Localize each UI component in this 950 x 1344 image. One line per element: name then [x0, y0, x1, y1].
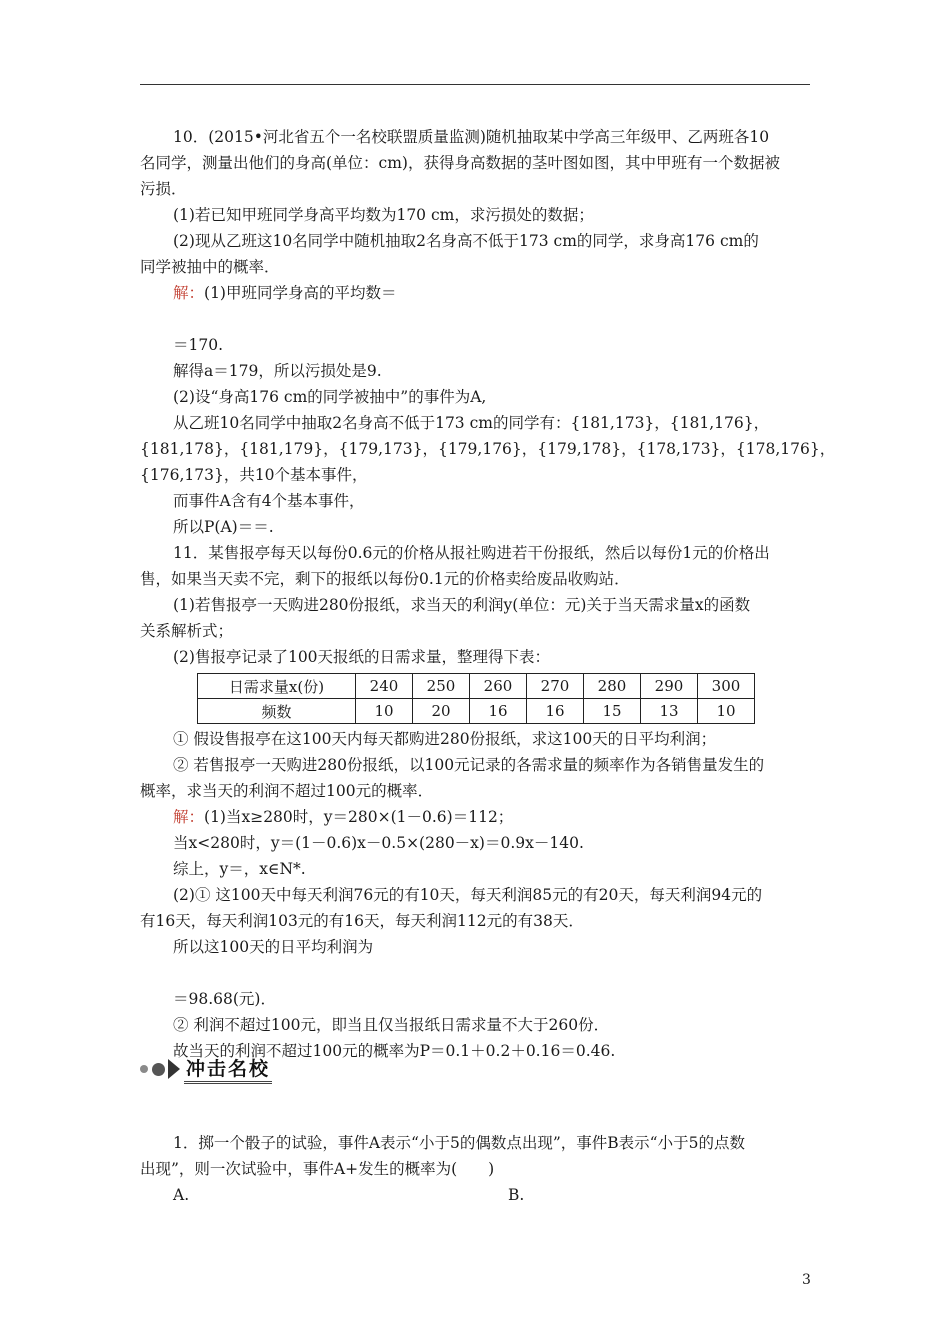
sol11-line-9: 故当天的利润不超过100元的概率为P＝0.1＋0.2＋0.16＝0.46. [173, 1042, 616, 1060]
table-row [198, 674, 755, 699]
section-banner [140, 1054, 272, 1084]
sol10-event-a: 而事件A含有4个基本事件， [173, 492, 365, 510]
sol10-p2-intro: (2)设“身高176 cm的同学被抽中”的事件为A, [173, 388, 487, 406]
sol10-line-1 [140, 280, 812, 306]
table-cell: 16 [470, 699, 527, 724]
large-dot-icon [152, 1063, 165, 1076]
formula-gap [140, 960, 812, 986]
table-cell: 240 [356, 674, 413, 699]
sol10-list-2: {181,178}，{181,179}，{179,173}，{179,176}，{179,178}，{178,173}，{178,176}， [140, 440, 836, 458]
main-content [140, 124, 836, 1064]
table-cell: 260 [470, 674, 527, 699]
q11-line-2: 售，如果当天卖不完，剩下的报纸以每份0.1元的价格卖给废品收购站． [140, 570, 630, 588]
q11-part2: (2)售报亭记录了100天报纸的日需求量，整理得下表： [173, 648, 551, 666]
q1-line-2: 出现”，则一次试验中，事件A+发生的概率为( ) [140, 1160, 495, 1178]
sol11-line-6: 所以这100天的日平均利润为 [173, 938, 374, 956]
q10-line-2: 名同学，测量出他们的身高(单位：cm)，获得身高数据的茎叶图如图，其中甲班有一个数据被 [140, 154, 780, 172]
table-cell: 270 [527, 674, 584, 699]
choice-b: B. [508, 1186, 525, 1204]
sol11-line-3: 综上，y＝，x∈N*. [173, 860, 306, 878]
q10-line-1: 10．(2015•河北省五个一名校联盟质量监测)随机抽取某中学高三年级甲、乙两班各10 [173, 128, 770, 146]
q10-line-3: 污损． [140, 180, 187, 198]
table-cell: 290 [641, 674, 698, 699]
table-cell: 10 [356, 699, 413, 724]
section-title: 冲击名校 [184, 1054, 272, 1084]
sol10-list-1: 从乙班10名同学中抽取2名身高不低于173 cm的同学有：{181,173}，{181,176}， [173, 414, 770, 432]
sol11-line-7: ＝98.68(元)． [173, 990, 276, 1008]
sol11-line-8: ② 利润不超过100元，即当且仅当报纸日需求量不大于260份． [173, 1016, 610, 1034]
solution-label: 解： [173, 808, 205, 826]
sol11-line-1 [140, 804, 812, 830]
choice-a: A. [173, 1186, 190, 1204]
table-row-label: 日需求量x(份) [198, 674, 356, 699]
sol11-text: (1)当x≥280时，y＝280×(1－0.6)＝112； [204, 808, 514, 826]
sol10-solve: 解得a＝179，所以污损处是9. [173, 362, 382, 380]
table-cell: 15 [584, 699, 641, 724]
sol10-text: (1)甲班同学身高的平均数＝ [204, 284, 397, 302]
sol11-line-5: 有16天，每天利润103元的有16天，每天利润112元的有38天． [140, 912, 584, 930]
formula-gap [140, 306, 812, 332]
question-1 [140, 1130, 812, 1208]
q10-part1: (1)若已知甲班同学身高平均数为170 cm，求污损处的数据； [173, 206, 594, 224]
q10-part2-line-2: 同学被抽中的概率． [140, 258, 280, 276]
sol10-eq170: ＝170. [173, 336, 224, 354]
sol10-list-3: {176,173}，共10个基本事件， [140, 466, 368, 484]
q10-part2-line-1: (2)现从乙班这10名同学中随机抽取2名身高不低于173 cm的同学，求身高176 cm的 [173, 232, 759, 250]
sol10-probability: 所以P(A)＝＝. [173, 518, 274, 536]
q1-choices [140, 1182, 812, 1208]
q11-part1-line-1: (1)若售报亭一天购进280份报纸，求当天的利润y(单位：元)关于当天需求量x的函数 [173, 596, 751, 614]
table-row-label: 频数 [198, 699, 356, 724]
table-cell: 16 [527, 699, 584, 724]
demand-frequency-table [197, 673, 755, 724]
header-rule [140, 84, 810, 85]
q11-sub2-line-2: 概率，求当天的利润不超过100元的概率． [140, 782, 434, 800]
arrow-right-icon [168, 1059, 180, 1079]
q11-part1-line-2: 关系解析式； [140, 622, 234, 640]
table-cell: 280 [584, 674, 641, 699]
page-number: 3 [802, 1272, 811, 1288]
solution-label: 解： [173, 284, 205, 302]
table-cell: 300 [698, 674, 755, 699]
table-row [198, 699, 755, 724]
q1-line-1: 1．掷一个骰子的试验，事件A表示“小于5的偶数点出现”，事件B表示“小于5的点数 [173, 1134, 745, 1152]
table-cell: 250 [413, 674, 470, 699]
table-cell: 10 [698, 699, 755, 724]
q11-sub1: ① 假设售报亭在这100天内每天都购进280份报纸，求这100天的日平均利润； [173, 730, 717, 748]
q11-sub2-line-1: ② 若售报亭一天购进280份报纸，以100元记录的各需求量的频率作为各销售量发生的 [173, 756, 765, 774]
q11-line-1: 11．某售报亭每天以每份0.6元的价格从报社购进若干份报纸，然后以每份1元的价格出 [173, 544, 770, 562]
table-cell: 20 [413, 699, 470, 724]
sol11-line-4: (2)① 这100天中每天利润76元的有10天，每天利润85元的有20天，每天利润94元的 [173, 886, 763, 904]
table-cell: 13 [641, 699, 698, 724]
sol11-line-2: 当x<280时，y＝(1－0.6)x－0.5×(280－x)＝0.9x－140. [173, 834, 584, 852]
small-dot-icon [140, 1065, 148, 1073]
